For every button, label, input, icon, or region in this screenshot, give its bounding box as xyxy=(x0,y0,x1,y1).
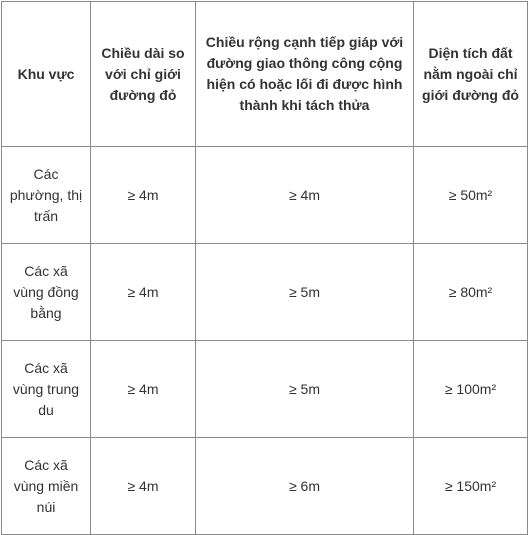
cell-length: ≥ 4m xyxy=(91,438,196,535)
cell-land-area: ≥ 50m² xyxy=(414,147,528,244)
header-length: Chiều dài so với chỉ giới đường đỏ xyxy=(91,2,196,147)
cell-area: Các phường, thị trấn xyxy=(2,147,91,244)
cell-land-area: ≥ 100m² xyxy=(414,341,528,438)
cell-width: ≥ 5m xyxy=(196,244,414,341)
cell-area: Các xã vùng trung du xyxy=(2,341,91,438)
header-area: Khu vực xyxy=(2,2,91,147)
cell-land-area: ≥ 80m² xyxy=(414,244,528,341)
table-row xyxy=(2,438,528,535)
cell-length: ≥ 4m xyxy=(91,147,196,244)
cell-length: ≥ 4m xyxy=(91,341,196,438)
header-width: Chiều rộng cạnh tiếp giáp với đường giao thông công cộng hiện có hoặc lối đi được hình thành khi tách thửa xyxy=(196,2,414,147)
cell-land-area: ≥ 150m² xyxy=(414,438,528,535)
cell-width: ≥ 5m xyxy=(196,341,414,438)
table-row xyxy=(2,244,528,341)
table-row xyxy=(2,341,528,438)
header-land-area: Diện tích đất nằm ngoài chỉ giới đường đỏ xyxy=(414,2,528,147)
cell-area: Các xã vùng miền núi xyxy=(2,438,91,535)
cell-area: Các xã vùng đồng bằng xyxy=(2,244,91,341)
table-row xyxy=(2,147,528,244)
cell-length: ≥ 4m xyxy=(91,244,196,341)
cell-width: ≥ 4m xyxy=(196,147,414,244)
cell-width: ≥ 6m xyxy=(196,438,414,535)
table-header-row xyxy=(2,2,528,147)
land-division-table xyxy=(1,1,528,535)
